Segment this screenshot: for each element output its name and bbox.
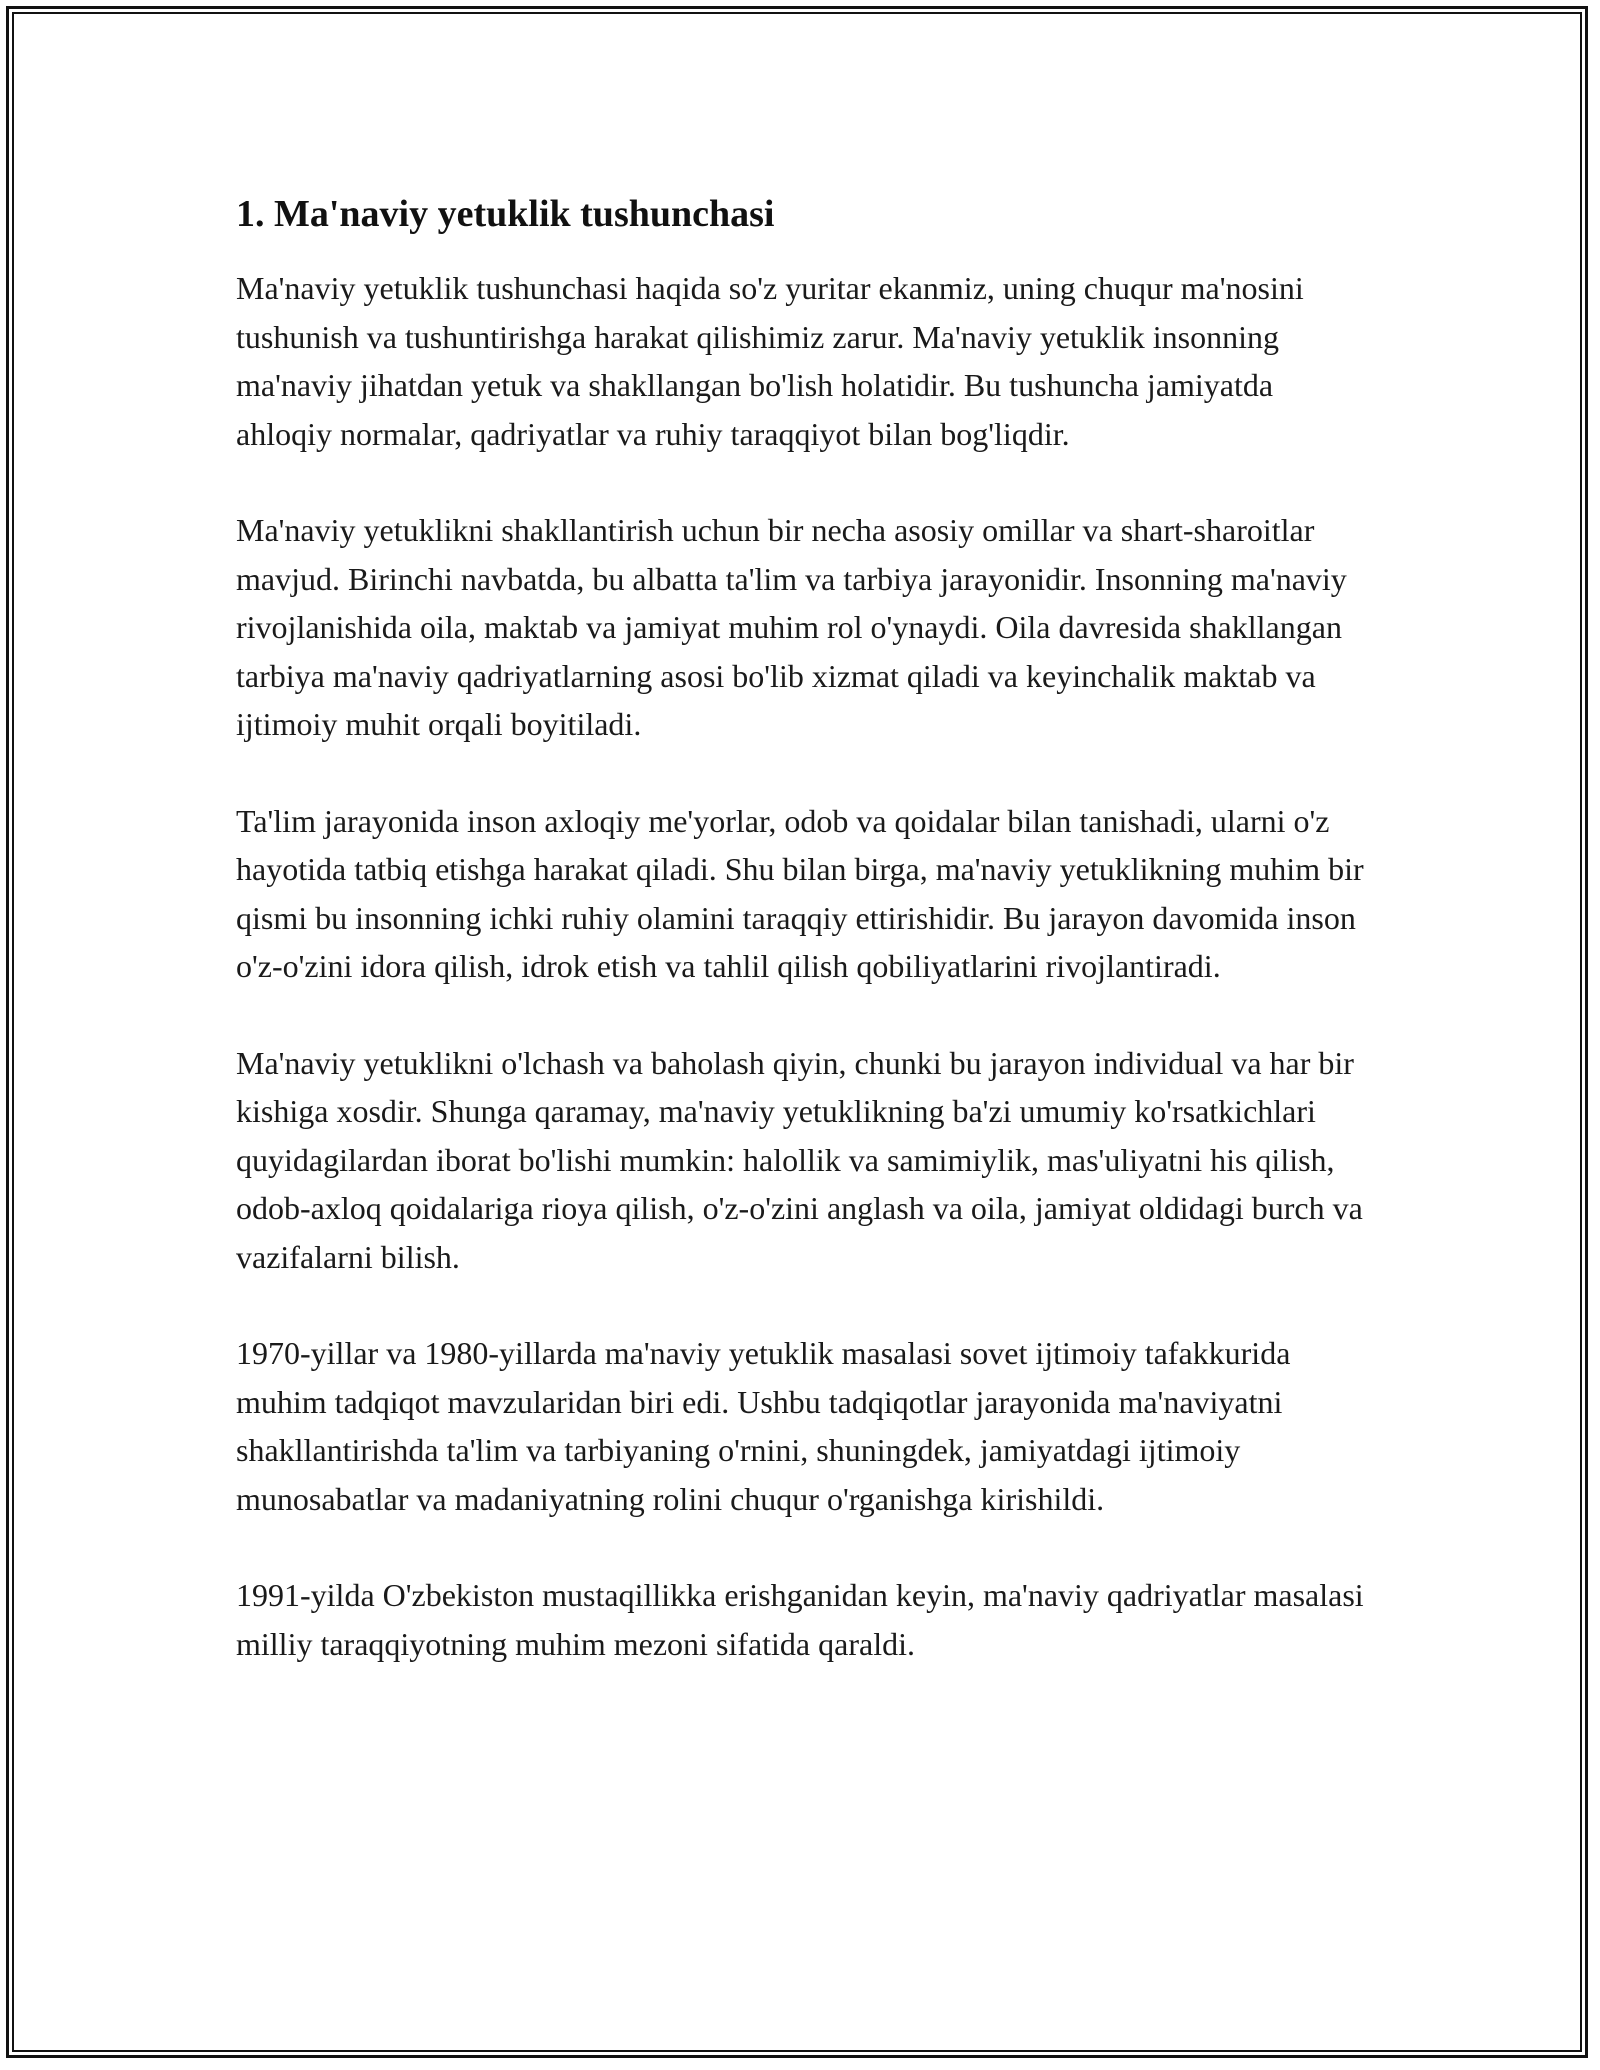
- paragraph-2: Ma'naviy yetuklikni shakllantirish uchun bir necha asosiy omillar va shart-sharoitlar mavjud. Birinchi navbatda, bu albatta ta'lim va tarbiya jarayonidir. Insonning ma'naviy rivojlanishida oila, maktab va jamiyat muhim rol o'ynaydi. Oila davresida shakllangan tarbiya ma'naviy qadriyatlarning asosi bo'lib xizmat qiladi va keyinchalik maktab va ijtimoiy muhit orqali boyitiladi.: [236, 512, 1347, 742]
- paragraph-1: Ma'naviy yetuklik tushunchasi haqida so'z yuritar ekanmiz, uning chuqur ma'nosini tushunish va tushuntirishga harakat qilishimiz zarur. Ma'naviy yetuklik insonning ma'naviy jihatdan yetuk va shakllangan bo'lish holatidir. Bu tushuncha jamiyatda ahloqiy normalar, qadriyatlar va ruhiy taraqqiyot bilan bog'liqdir.: [236, 270, 1304, 452]
- paragraph-5: 1970-yillar va 1980-yillarda ma'naviy yetuklik masalasi sovet ijtimoiy tafakkurida muhim tadqiqot mavzularidan biri edi. Ushbu tadqiqotlar jarayonida ma'naviyatni shakllantirishda ta'lim va tarbiyaning o'rnini, shuningdek, jamiyatdagi ijtimoiy munosabatlar va madaniyatning rolini chuqur o'rganishga kirishildi.: [236, 1335, 1291, 1517]
- paragraph-6: 1991-yilda O'zbekiston mustaqillikka erishganidan keyin, ma'naviy qadriyatlar masalasi milliy taraqqiyotning muhim mezoni sifatida qaraldi.: [236, 1577, 1364, 1662]
- paragraph-3: Ta'lim jarayonida inson axloqiy me'yorlar, odob va qoidalar bilan tanishadi, ularni o'z hayotida tatbiq etishga harakat qiladi. Shu bilan birga, ma'naviy yetuklikning muhim bir qismi bu insonning ichki ruhiy olamini taraqqiy ettirishidir. Bu jarayon davomida inson o'z-o'zini idora qilish, idrok etish va tahlil qilish qobiliyatlarini rivojlantiradi.: [236, 802, 1364, 984]
- section-heading: 1. Ma'naviy yetuklik tushunchasi: [236, 193, 775, 235]
- document-body: [236, 184, 1376, 1716]
- paragraph-4: Ma'naviy yetuklikni o'lchash va baholash qiyin, chunki bu jarayon individual va har bir kishiga xosdir. Shunga qaramay, ma'naviy yetuklikning ba'zi umumiy ko'rsatkichlari quyidagilardan iborat bo'lishi mumkin: halollik va samimiylik, mas'uliyatni his qilish, odob-axloq qoidalariga rioya qilish, o'z-o'zini anglash va oila, jamiyat oldidagi burch va vazifalarni bilish.: [236, 1044, 1363, 1275]
